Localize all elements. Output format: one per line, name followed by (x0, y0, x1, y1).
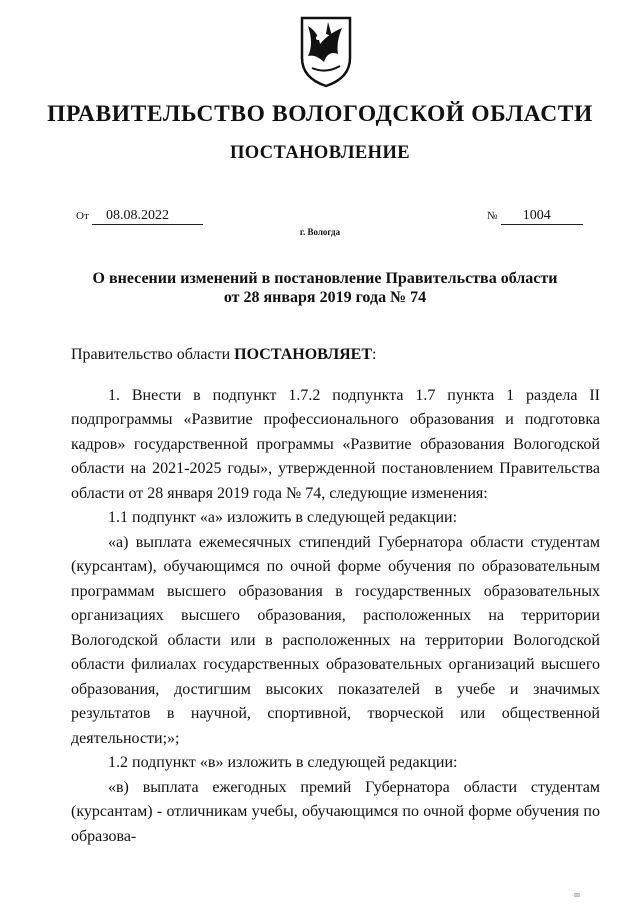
date-field (76, 207, 203, 225)
document-subject (80, 269, 570, 307)
subject-line-2: от 28 января 2019 года № 74 (223, 289, 427, 306)
city-label: г. Вологда (299, 227, 341, 237)
document-type: ПОСТАНОВЛЕНИЕ (229, 143, 410, 163)
footer-mark: ·III (572, 893, 580, 899)
date-value: 08.08.2022 (92, 208, 203, 225)
preamble-text: Правительство области (71, 346, 235, 363)
paragraph-1: 1. Внести в подпункт 1.7.2 подпункта 1.7 пункта 1 раздела II подпрограммы «Развитие профессионального образования и подготовка кадров» государственной программы «Развитие образования Вологодской области на 2021-2025 годы», утвержденной постановлением Правительства области от 28 января 2019 года № 74, следующие изменения: (71, 386, 600, 502)
number-value: 1004 (501, 208, 583, 225)
paragraph-1-2: 1.2 подпункт «в» изложить в следующей редакции: (108, 754, 458, 771)
subject-line-1: О внесении изменений в постановление Правительства области (92, 270, 558, 287)
coat-of-arms-icon (298, 14, 354, 90)
paragraph-a: «а) выплата ежемесячных стипендий Губернатора области студентам (курсантам), обучающимся по очной форме обучения по образовательным программам высшего образования в государственных образовательных организациях высшего образования, расположенных на территории Вологодской области или в расположенных на территории Вологодской области филиалах государственных образовательных организаций высшего образования, достигшим высоких показателей в учебе и значимых результатов в научной, спортивной, творческой или общественной деятельности;»; (71, 533, 600, 747)
preamble-end: : (372, 346, 377, 363)
date-label: От (76, 210, 89, 222)
number-label: № (487, 210, 498, 222)
preamble-bold: ПОСТАНОВЛЯЕТ (234, 346, 373, 363)
paragraph-1-1: 1.1 подпункт «а» изложить в следующей редакции: (108, 509, 458, 526)
number-field (487, 207, 583, 225)
paragraph-v: «в) выплата ежегодных премий Губернатора области студентам (курсантам) - отличникам учебы, обучающимся по очной форме обучения по образова- (71, 778, 600, 845)
document-body (71, 343, 600, 849)
preamble (71, 343, 600, 368)
government-title: ПРАВИТЕЛЬСТВО ВОЛОГОДСКОЙ ОБЛАСТИ (47, 101, 593, 127)
